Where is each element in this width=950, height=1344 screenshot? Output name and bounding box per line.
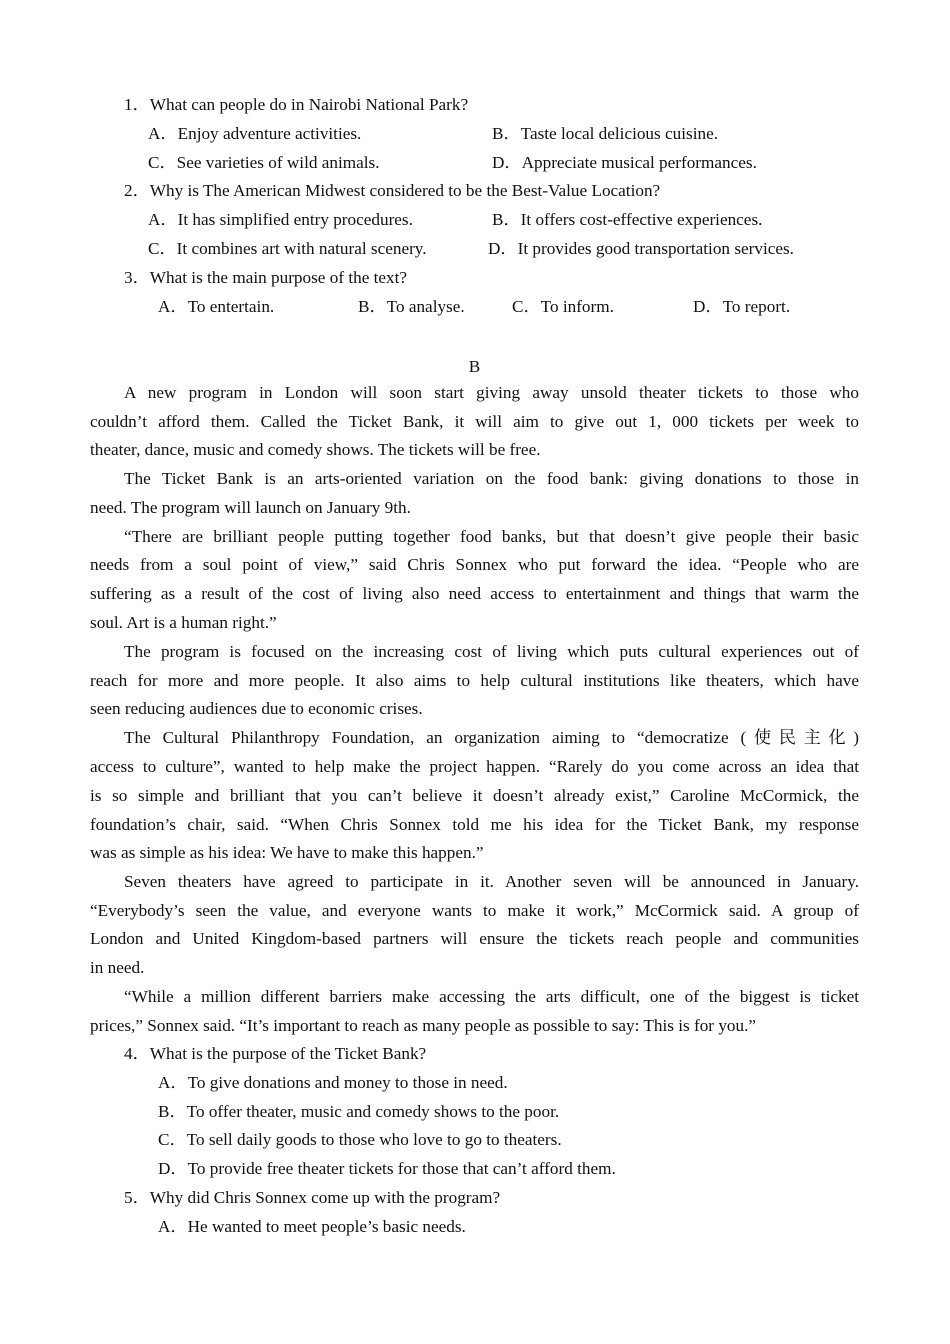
question-1-option-a[interactable]: A．Enjoy adventure activities. bbox=[148, 124, 362, 143]
question-5-option-a[interactable]: A．He wanted to meet people’s basic needs. bbox=[158, 1217, 466, 1236]
passage-line: “While a million different barriers make accessing the arts difficult, one of the biggest is ticket bbox=[124, 987, 859, 1006]
passage-line: prices,” Sonnex said. “It’s important to reach as many people as possible to say: This is for you.” bbox=[90, 1016, 757, 1035]
question-4-option-a[interactable]: A．To give donations and money to those in need. bbox=[158, 1073, 508, 1092]
question-1-option-b[interactable]: B．Taste local delicious cuisine. bbox=[492, 124, 718, 143]
passage-line: couldn’t afford them. Called the Ticket Bank, it will aim to give out 1, 000 tickets per week to bbox=[90, 412, 859, 431]
passage-line: “There are brilliant people putting together food banks, but that doesn’t give people their basic bbox=[124, 527, 859, 546]
passage-line: A new program in London will soon start giving away unsold theater tickets to those who bbox=[124, 383, 859, 402]
passage-line: London and United Kingdom-based partners will ensure the tickets reach people and communities bbox=[90, 929, 859, 948]
question-2-option-a[interactable]: A．It has simplified entry procedures. bbox=[148, 210, 413, 229]
question-1-stem: 1．What can people do in Nairobi National Park? bbox=[124, 95, 469, 114]
question-1-option-c[interactable]: C．See varieties of wild animals. bbox=[148, 153, 380, 172]
question-2-option-c[interactable]: C．It combines art with natural scenery. bbox=[148, 239, 427, 258]
passage-line: in need. bbox=[90, 958, 145, 977]
passage-line: The Ticket Bank is an arts-oriented variation on the food bank: giving donations to those in bbox=[124, 469, 859, 488]
passage-line: “Everybody’s seen the value, and everyone wants to make it work,” McCormick said. A group of bbox=[90, 901, 859, 920]
passage-line: was as simple as his idea: We have to make this happen.” bbox=[90, 843, 484, 862]
passage-line: The Cultural Philanthropy Foundation, an organization aiming to “democratize (使民主化) bbox=[124, 728, 859, 747]
question-4-option-b[interactable]: B．To offer theater, music and comedy shows to the poor. bbox=[158, 1102, 560, 1121]
passage-line: is so simple and brilliant that you can’t believe it doesn’t already exist,” Caroline McCormick, the bbox=[90, 786, 859, 805]
passage-line: reach for more and more people. It also aims to help cultural institutions like theaters, which have bbox=[90, 671, 859, 690]
passage-line: theater, dance, music and comedy shows. The tickets will be free. bbox=[90, 440, 541, 459]
question-5-stem: 5．Why did Chris Sonnex come up with the program? bbox=[124, 1188, 501, 1207]
question-3-stem: 3．What is the main purpose of the text? bbox=[124, 268, 408, 287]
passage-line: soul. Art is a human right.” bbox=[90, 613, 277, 632]
question-4-stem: 4．What is the purpose of the Ticket Bank? bbox=[124, 1044, 427, 1063]
passage-line: need. The program will launch on January 9th. bbox=[90, 498, 411, 517]
passage-b-heading: B bbox=[468, 357, 481, 376]
question-4-option-d[interactable]: D．To provide free theater tickets for those that can’t afford them. bbox=[158, 1159, 616, 1178]
passage-line: Seven theaters have agreed to participate in it. Another seven will be announced in January. bbox=[124, 872, 859, 891]
question-1-option-d[interactable]: D．Appreciate musical performances. bbox=[492, 153, 757, 172]
passage-line: needs from a soul point of view,” said Chris Sonnex who put forward the idea. “People who are bbox=[90, 555, 859, 574]
passage-line: The program is focused on the increasing cost of living which puts cultural experiences out of bbox=[124, 642, 859, 661]
question-3-option-d[interactable]: D．To report. bbox=[693, 297, 791, 316]
passage-line: seen reducing audiences due to economic crises. bbox=[90, 699, 423, 718]
question-2-option-b[interactable]: B．It offers cost-effective experiences. bbox=[492, 210, 763, 229]
passage-line: access to culture”, wanted to help make the project happen. “Rarely do you come across an idea that bbox=[90, 757, 859, 776]
question-2-option-d[interactable]: D．It provides good transportation services. bbox=[488, 239, 794, 258]
passage-line: suffering as a result of the cost of living also need access to entertainment and things that warm the bbox=[90, 584, 859, 603]
passage-line: foundation’s chair, said. “When Chris Sonnex told me his idea for the Ticket Bank, my response bbox=[90, 815, 859, 834]
question-4-option-c[interactable]: C．To sell daily goods to those who love to go to theaters. bbox=[158, 1130, 562, 1149]
question-3-option-a[interactable]: A．To entertain. bbox=[158, 297, 275, 316]
question-3-option-b[interactable]: B．To analyse. bbox=[358, 297, 465, 316]
question-3-option-c[interactable]: C．To inform. bbox=[512, 297, 614, 316]
question-2-stem: 2．Why is The American Midwest considered to be the Best-Value Location? bbox=[124, 181, 661, 200]
